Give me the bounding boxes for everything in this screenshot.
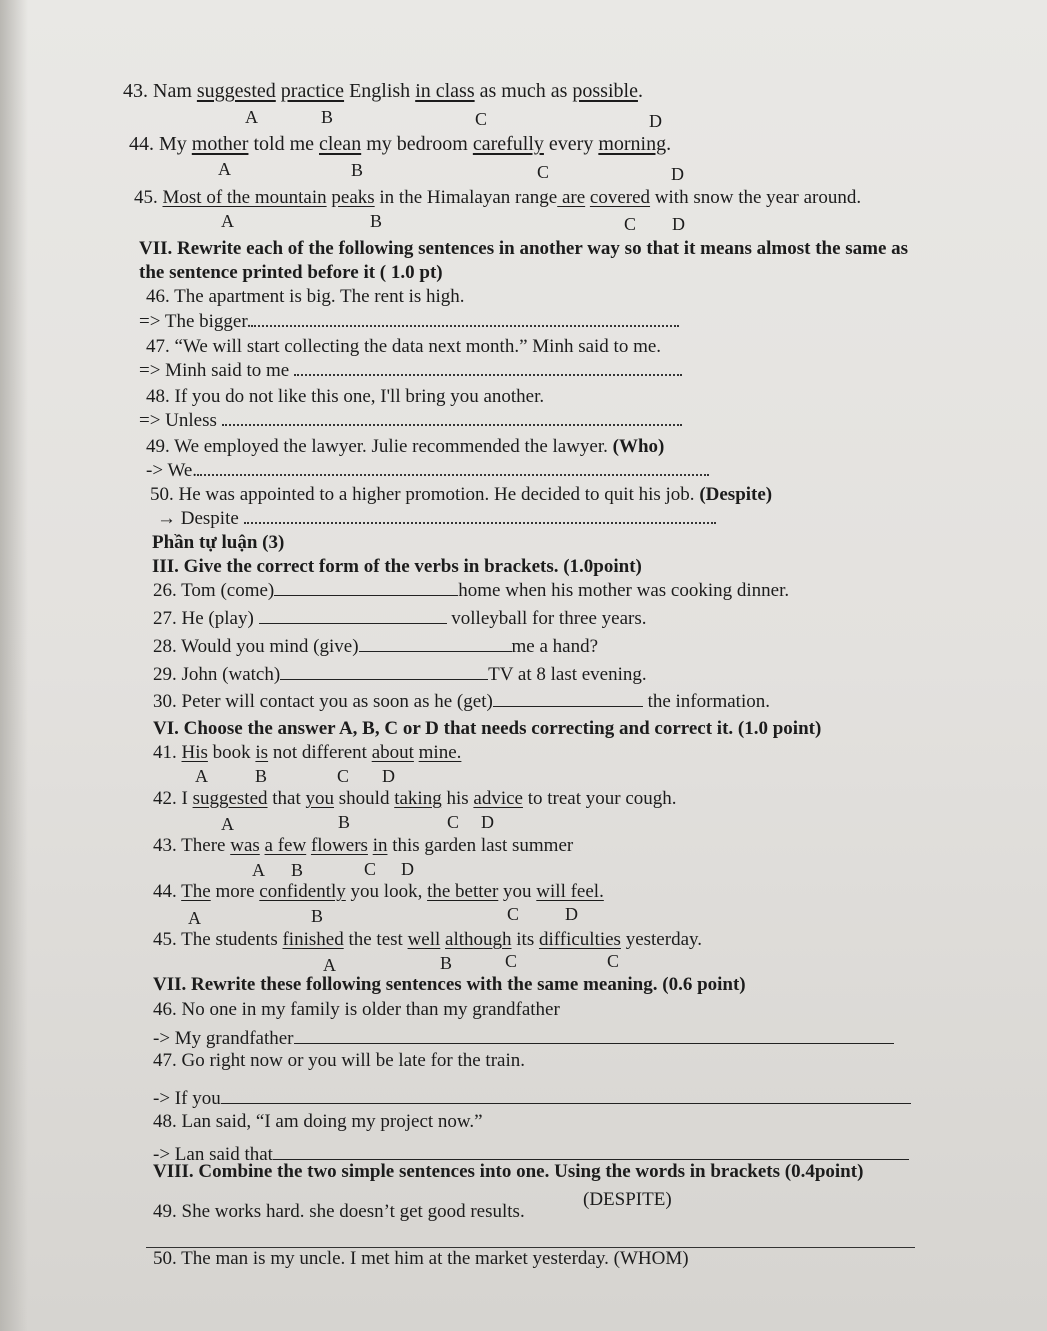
q43b-letter-b: B <box>291 860 304 880</box>
error-41: 41. His book is not different about mine. <box>153 742 462 763</box>
rewrite-b-46: 46. No one in my family is older than my grandfather <box>153 999 560 1020</box>
answer-line[interactable] <box>294 1027 894 1044</box>
answer-line[interactable] <box>294 360 682 376</box>
q41-letter-d: D <box>382 766 395 786</box>
rewrite-b-47-answer: -> If you <box>153 1087 911 1110</box>
q45b-letter-c2: C <box>607 951 620 971</box>
q43-letter-c: C <box>475 109 488 129</box>
question-44-top: 44. My mother told me clean my bedroom carefully every morning. <box>129 133 672 155</box>
q44-letter-b: B <box>351 160 364 180</box>
part-3-title: Phần tự luận (3) <box>152 532 285 553</box>
q45b-letter-c: C <box>505 951 518 971</box>
section-6-heading: VI. Choose the answer A, B, C or D that needs correcting and correct it. (1.0 point) <box>153 718 822 739</box>
q43b-letter-d: D <box>401 859 414 879</box>
rewrite-b-47: 47. Go right now or you will be late for the train. <box>153 1050 526 1071</box>
q41-letter-a: A <box>195 766 208 786</box>
q41-letter-b: B <box>255 766 268 786</box>
question-43-top: 43. Nam suggested practice English in class as much as possible. <box>123 80 643 102</box>
q44-letter-a: A <box>218 159 231 179</box>
blank-line[interactable] <box>259 607 447 624</box>
q44-letter-c: C <box>537 162 550 182</box>
combine-50: 50. The man is my uncle. I met him at the market yesterday. (WHOM) <box>153 1248 689 1269</box>
q45-letter-d: D <box>672 214 685 234</box>
error-45: 45. The students finished the test well although its difficulties yesterday. <box>153 929 703 950</box>
q45-letter-b: B <box>370 211 383 231</box>
blank-line[interactable] <box>274 579 458 596</box>
rewrite-a-50: 50. He was appointed to a higher promotion. He decided to quit his job. (Despite) <box>150 484 773 505</box>
q43-letter-a: A <box>245 107 258 127</box>
answer-line[interactable] <box>222 410 682 426</box>
rewrite-b-46-answer: -> My grandfather <box>153 1027 894 1050</box>
verb-27: 27. He (play) volleyball for three years. <box>153 608 647 629</box>
question-45-top: 45. Most of the mountain peaks in the Himalayan range are covered with snow the year around. <box>134 187 862 208</box>
q44b-letter-b: B <box>311 906 324 926</box>
q45-letter-a: A <box>221 211 234 231</box>
q41-letter-c: C <box>337 766 350 786</box>
error-42: 42. I suggested that you should taking his advice to treat your cough. <box>153 788 677 809</box>
q42-letter-c: C <box>447 812 460 832</box>
q44b-letter-a: A <box>188 908 201 928</box>
answer-line[interactable] <box>221 1087 911 1104</box>
q45-letter-c: C <box>624 214 637 234</box>
section-7a-heading: VII. Rewrite each of the following sentences in another way so that it means almost the same as <box>139 238 909 259</box>
rewrite-b-48-answer: -> Lan said that <box>153 1143 909 1166</box>
verb-30: 30. Peter will contact you as soon as he (get) the information. <box>153 691 770 712</box>
section-3-heading: III. Give the correct form of the verbs in brackets. (1.0point) <box>152 556 642 577</box>
answer-line[interactable] <box>244 508 716 524</box>
section-7a-heading-cont: the sentence printed before it ( 1.0 pt) <box>139 262 443 283</box>
q43-letter-d: D <box>649 111 662 131</box>
blank-line[interactable] <box>359 635 512 652</box>
rewrite-a-47-answer: => Minh said to me <box>139 360 682 382</box>
blank-line[interactable] <box>493 690 643 707</box>
answer-line[interactable] <box>251 311 679 327</box>
q42-letter-b: B <box>338 812 351 832</box>
q45b-letter-b: B <box>440 953 453 973</box>
rewrite-a-50-answer: → Despite <box>157 508 716 530</box>
rewrite-a-47: 47. “We will start collecting the data next month.” Minh said to me. <box>146 336 662 357</box>
q43-letter-b: B <box>321 107 334 127</box>
rewrite-b-48: 48. Lan said, “I am doing my project now.” <box>153 1111 483 1132</box>
q44-letter-d: D <box>671 164 684 184</box>
answer-line[interactable] <box>197 460 709 476</box>
q44b-letter-c: C <box>507 904 520 924</box>
rewrite-a-49: 49. We employed the lawyer. Julie recommended the lawyer. (Who) <box>146 436 665 457</box>
q43b-letter-a: A <box>252 860 265 880</box>
error-43: 43. There was a few flowers in this garden last summer <box>153 835 574 856</box>
verb-28: 28. Would you mind (give) me a hand? <box>153 636 599 657</box>
q45b-letter-a: A <box>323 955 336 975</box>
section-8-heading: VIII. Combine the two simple sentences into one. Using the words in brackets (0.4point) <box>153 1161 864 1182</box>
section-7b-heading: VII. Rewrite these following sentences with the same meaning. (0.6 point) <box>153 974 746 995</box>
rewrite-a-48: 48. If you do not like this one, I'll bring you another. <box>146 386 545 407</box>
error-44: 44. The more confidently you look, the better you will feel. <box>153 881 604 902</box>
combine-49: 49. She works hard. she doesn’t get good results. <box>153 1201 525 1222</box>
blank-line[interactable] <box>280 663 488 680</box>
rewrite-a-49-answer: -> We. <box>146 460 709 482</box>
rewrite-a-46-answer: => The bigger. <box>139 311 679 333</box>
answer-line[interactable] <box>273 1143 909 1160</box>
combine-49-hint: (DESPITE) <box>583 1189 672 1210</box>
rewrite-a-46: 46. The apartment is big. The rent is high. <box>146 286 465 307</box>
verb-29: 29. John (watch) TV at 8 last evening. <box>153 664 647 685</box>
rewrite-a-48-answer: => Unless <box>139 410 682 432</box>
q42-letter-a: A <box>221 814 234 834</box>
verb-26: 26. Tom (come) home when his mother was cooking dinner. <box>153 580 790 601</box>
q42-letter-d: D <box>481 812 494 832</box>
q43b-letter-c: C <box>364 859 377 879</box>
q44b-letter-d: D <box>565 904 578 924</box>
page-shadow <box>0 0 28 1331</box>
